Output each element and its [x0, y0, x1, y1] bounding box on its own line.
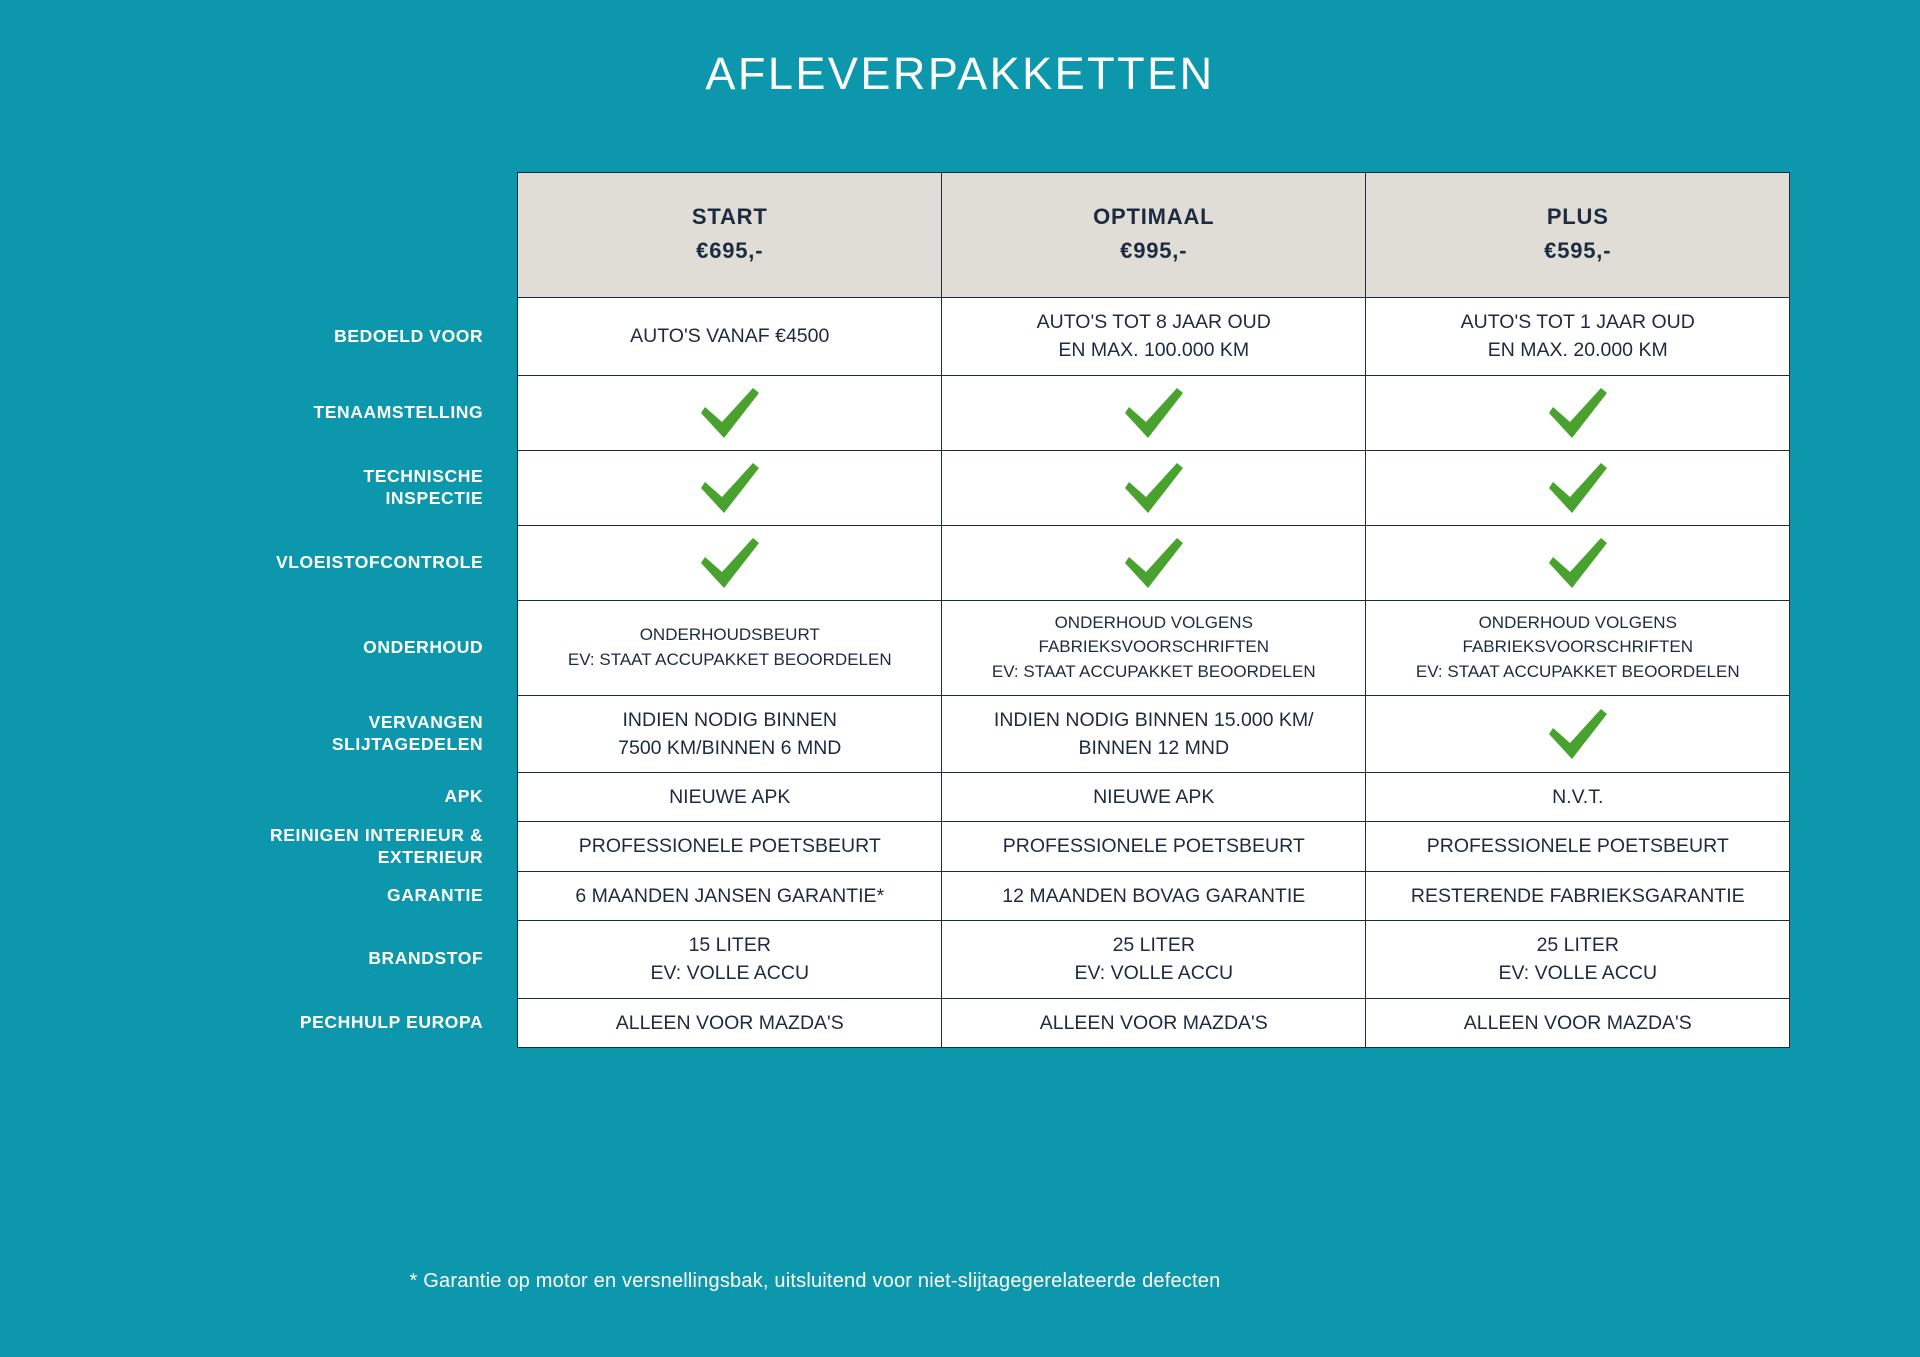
row-label-line: ONDERHOUD [363, 636, 484, 657]
row-label-line: SLIJTAGEDELEN [331, 733, 484, 754]
cell-line: FABRIEKSVOORSCHRIFTEN [1462, 637, 1693, 657]
check-icon [1543, 532, 1613, 594]
cell-r9-c1 [518, 871, 942, 920]
row-label-line: TENAAMSTELLING [313, 401, 484, 422]
cell-r2-c1 [518, 375, 942, 450]
cell-r7-c3 [1366, 773, 1790, 822]
header-spacer-cell [130, 173, 518, 298]
package-header-plus [1366, 173, 1790, 298]
cell-line: AUTO'S VANAF €4500 [630, 325, 830, 348]
cell-line: RESTERENDE FABRIEKSGARANTIE [1410, 884, 1745, 907]
check-icon [695, 532, 765, 594]
cell-r8-c3 [1366, 822, 1790, 871]
cell-line: AUTO'S TOT 8 JAAR OUD [1036, 311, 1271, 334]
package-header-optimaal [942, 173, 1366, 298]
cell-r10-c1 [518, 920, 942, 998]
cell-line: 6 MAANDEN JANSEN GARANTIE* [575, 884, 885, 907]
row-label-line: TECHNISCHE [363, 465, 484, 486]
package-price-optimaal: €995,- [1120, 238, 1188, 264]
row-label-line: REINIGEN INTERIEUR & [269, 824, 484, 845]
cell-r10-c3 [1366, 920, 1790, 998]
cell-r6-c3 [1366, 695, 1790, 773]
row-label-line: GARANTIE [387, 884, 484, 905]
cell-line: NIEUWE APK [669, 786, 791, 809]
check-icon [1119, 457, 1189, 519]
cell-r5-c1 [518, 600, 942, 695]
page-title: AFLEVERPAKKETTEN [705, 48, 1215, 99]
cell-line: EV: STAAT ACCUPAKKET BEOORDELEN [991, 662, 1316, 681]
table-row [130, 600, 1790, 695]
cell-line: EV: VOLLE ACCU [1074, 962, 1234, 985]
table-row [130, 695, 1790, 773]
row-label-line: PECHHULP EUROPA [299, 1011, 484, 1032]
cell-line: ALLEEN VOOR MAZDA'S [1039, 1011, 1268, 1034]
check-icon [1543, 382, 1613, 444]
cell-line: NIEUWE APK [1093, 786, 1215, 809]
cell-r9-c2 [942, 871, 1366, 920]
table-row [130, 375, 1790, 450]
cell-r3-c2 [942, 450, 1366, 525]
cell-r2-c3 [1366, 375, 1790, 450]
cell-line: INDIEN NODIG BINNEN [622, 708, 838, 731]
cell-line: EV: STAAT ACCUPAKKET BEOORDELEN [1415, 662, 1740, 681]
table-body [130, 298, 1790, 1048]
cell-line: 25 LITER [1536, 933, 1619, 956]
cell-r6-c2 [942, 695, 1366, 773]
cell-r3-c1 [518, 450, 942, 525]
cell-line: 25 LITER [1112, 933, 1195, 956]
cell-line: ONDERHOUD VOLGENS [1054, 612, 1253, 632]
check-icon [1543, 703, 1613, 765]
table-row [130, 998, 1790, 1047]
check-icon [1119, 382, 1189, 444]
footnote [0, 1270, 1920, 1293]
packages-table [130, 172, 1791, 1048]
cell-line: INDIEN NODIG BINNEN 15.000 KM/ [993, 708, 1314, 731]
cell-r11-c2 [942, 998, 1366, 1047]
cell-r11-c3 [1366, 998, 1790, 1047]
row-label-3 [130, 450, 518, 525]
cell-r5-c3 [1366, 600, 1790, 695]
row-label-line: VLOEISTOFCONTROLE [276, 551, 484, 572]
table-header [130, 173, 1790, 298]
cell-line: 15 LITER [688, 933, 771, 956]
row-label-line: INSPECTIE [385, 487, 484, 508]
table-header-row [130, 173, 1790, 298]
cell-line: BINNEN 12 MND [1078, 736, 1230, 759]
cell-r4-c3 [1366, 525, 1790, 600]
cell-r5-c2 [942, 600, 1366, 695]
cell-line: PROFESSIONELE POETSBEURT [1426, 835, 1729, 858]
row-label-4 [130, 525, 518, 600]
check-icon [1119, 532, 1189, 594]
row-label-8 [130, 822, 518, 871]
cell-line: EV: STAAT ACCUPAKKET BEOORDELEN [567, 649, 892, 669]
table-row [130, 525, 1790, 600]
row-label-11 [130, 998, 518, 1047]
cell-r3-c3 [1366, 450, 1790, 525]
cell-line: ONDERHOUDSBEURT [639, 625, 820, 645]
cell-r8-c2 [942, 822, 1366, 871]
cell-line: AUTO'S TOT 1 JAAR OUD [1460, 311, 1695, 334]
table-row [130, 871, 1790, 920]
cell-line: EV: VOLLE ACCU [1498, 962, 1658, 985]
cell-line: ALLEEN VOOR MAZDA'S [1463, 1011, 1692, 1034]
cell-r1-c2 [942, 298, 1366, 376]
cell-line: ONDERHOUD VOLGENS [1478, 612, 1677, 632]
cell-line: EV: VOLLE ACCU [650, 962, 810, 985]
footnote-text: * Garantie op motor en versnellingsbak, uitsluitend voor niet-slijtagegerelateerde defecten [409, 1270, 1221, 1292]
cell-r6-c1 [518, 695, 942, 773]
cell-r1-c1 [518, 298, 942, 376]
row-label-7 [130, 773, 518, 822]
row-label-2 [130, 375, 518, 450]
check-icon [695, 457, 765, 519]
cell-line: ALLEEN VOOR MAZDA'S [615, 1011, 844, 1034]
table-row [130, 920, 1790, 998]
row-label-5 [130, 600, 518, 695]
table-row [130, 822, 1790, 871]
package-name-plus: PLUS [1546, 204, 1609, 229]
table-row [130, 298, 1790, 376]
package-name-optimaal: OPTIMAAL [1093, 204, 1215, 229]
cell-r7-c1 [518, 773, 942, 822]
package-header-start [518, 173, 942, 298]
cell-line: PROFESSIONELE POETSBEURT [1002, 835, 1305, 858]
row-label-line: BEDOELD VOOR [334, 325, 484, 346]
cell-r4-c2 [942, 525, 1366, 600]
row-label-line: VERVANGEN [368, 712, 484, 733]
table-row [130, 450, 1790, 525]
check-icon [695, 382, 765, 444]
cell-line: FABRIEKSVOORSCHRIFTEN [1038, 637, 1269, 657]
package-name-start: START [691, 204, 768, 229]
table-row [130, 773, 1790, 822]
cell-r8-c1 [518, 822, 942, 871]
cell-r10-c2 [942, 920, 1366, 998]
cell-r9-c3 [1366, 871, 1790, 920]
cell-line: EN MAX. 20.000 KM [1487, 339, 1668, 362]
row-label-6 [130, 695, 518, 773]
row-label-line: BRANDSTOF [368, 948, 484, 969]
cell-r1-c3 [1366, 298, 1790, 376]
row-label-1 [130, 298, 518, 376]
packages-table-wrapper [0, 172, 1920, 1048]
cell-r7-c2 [942, 773, 1366, 822]
check-icon [1543, 457, 1613, 519]
package-price-start: €695,- [696, 238, 764, 264]
cell-line: 7500 KM/BINNEN 6 MND [618, 736, 842, 759]
cell-line: N.V.T. [1552, 786, 1604, 809]
cell-line: 12 MAANDEN BOVAG GARANTIE [1002, 884, 1306, 907]
row-label-line: EXTERIEUR [377, 846, 484, 867]
row-label-10 [130, 920, 518, 998]
row-label-9 [130, 871, 518, 920]
cell-r4-c1 [518, 525, 942, 600]
cell-line: EN MAX. 100.000 KM [1058, 339, 1250, 362]
cell-r11-c1 [518, 998, 942, 1047]
cell-line: PROFESSIONELE POETSBEURT [578, 835, 881, 858]
row-label-line: APK [444, 786, 484, 807]
package-price-plus: €595,- [1544, 238, 1612, 264]
cell-r2-c2 [942, 375, 1366, 450]
